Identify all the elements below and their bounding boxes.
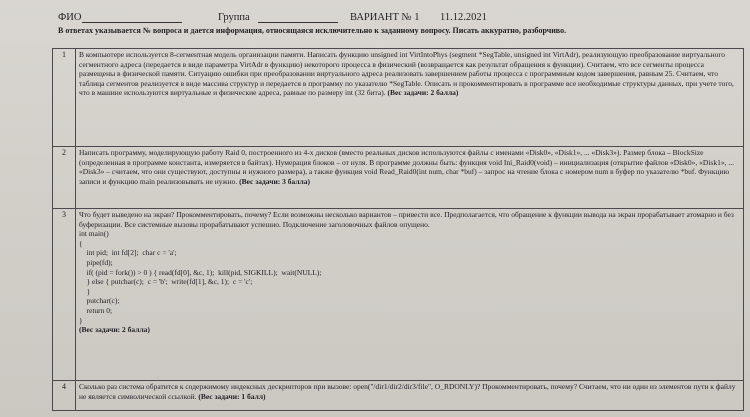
instruction-text: В ответах указывается № вопроса и дается информация, относящаяся исключительно к заданному вопросу. Писать аккуратно, разборчиво. bbox=[58, 26, 567, 35]
code-line: pipe(fd); bbox=[79, 257, 113, 267]
question-cell bbox=[76, 49, 744, 147]
question-number: 1 bbox=[53, 49, 76, 147]
code-line: } bbox=[79, 315, 83, 325]
question-number: 4 bbox=[53, 381, 76, 411]
question-text: Написать программу, моделирующую работу Raid 0, построенного из 4-х дисков (вместо реальных дисков используются файлы с именами «Disk0», «Disk1», ... «Disk3»). Размер блока – BlockSize (определенная в программе константа, измеряется в байтах). Нумерация блоков – от нуля. В программе должны быть: функция void Ini_Raid0(void) – инициализация (открытие файлов «Disk0», «Disk1», ... «Disk3» – считаем, что они существуют, доступны и нужного размера), а также функция void Read_Raid0(int num, char *buf) – запрос на чтение блока с номером num в буфер по указателю *buf. Функцию записи и функцию main реализовывать не нужно. bbox=[79, 148, 734, 186]
question-text: Сколько раз система обратится к содержимому индексных дескрипторов при вызове: open("/dir1/dir2/dir3/file", O_RDONLY)? Прокомментировать, почему? Считаем, что ни один из элементов пути к файлу не является символической ссылкой. bbox=[79, 382, 736, 401]
question-score: (Вес задачи: 2 балла) bbox=[387, 88, 459, 98]
question-score: (Вес задачи: 1 балл) bbox=[198, 391, 266, 401]
exam-date: 11.12.2021 bbox=[440, 12, 487, 23]
question-row-2 bbox=[53, 147, 744, 209]
question-number: 2 bbox=[53, 147, 76, 209]
group-label: Группа bbox=[218, 12, 250, 23]
code-line: putchar(c); bbox=[79, 296, 120, 306]
code-line: if( (pid = fork()) > 0 ) { read(fd[0], &c, 1); kill(pid, SIGKILL); wait(NULL); bbox=[79, 267, 322, 277]
questions-table bbox=[52, 48, 744, 411]
question-text: Что будет выведено на экран? Прокомментировать, почему? Если возможны несколько вариантов – привести все. Предполагается, что обращение к функции вывода на экран прорабатывает атомарно и без буферизации. Все системные вызовы прорабатывают успешно. Подключение заголовочных файлов опущено. bbox=[79, 210, 734, 229]
question-score: (Вес задачи: 3 балла) bbox=[239, 176, 311, 186]
code-line: return 0; bbox=[79, 305, 113, 315]
question-cell bbox=[76, 381, 744, 411]
code-line: } bbox=[79, 286, 91, 296]
question-cell bbox=[76, 209, 744, 381]
variant-label: ВАРИАНТ № 1 bbox=[350, 12, 420, 23]
code-line: } else { putchar(c); c = 'b'; write(fd[1], &c, 1); c = 'c'; bbox=[79, 277, 253, 287]
header-line bbox=[58, 12, 738, 26]
question-text: В компьютере используется 8-сегментная модель организации памяти. Написать функцию unsigned int VirtIntoPhys (segment *SegTable, unsigned int VirtAdr), реализующую преобразование виртуального сегментного адреса (передается в виде параметра VirtAdr в функцию) некоторого процесса в физический (возвращается как результат обращения к функции). Считаем, что все сегменты процесса размещены в физической памяти. Ситуацию ошибки при преобразовании виртуального адреса реализовать завершением работы процесса с программным кодом завершения, равным 25. Считаем, что таблица сегментов реализуется в виде массива структур и передается в программу по указателю *SegTable. Описать и прокомментировать в программе все необходимые структуры данных, при учете того, что в машине используются виртуальные и физические адреса, равные по размеру int (32 бита). bbox=[79, 50, 734, 98]
question-row-1 bbox=[53, 49, 744, 147]
code-line: int main() bbox=[79, 229, 109, 239]
code-line: int pid; int fd[2]; char c = 'a'; bbox=[79, 248, 177, 258]
question-cell bbox=[76, 147, 744, 209]
fio-label: ФИО bbox=[58, 12, 82, 23]
code-line: { bbox=[79, 238, 83, 248]
question-row-3 bbox=[53, 209, 744, 381]
code-listing bbox=[79, 229, 740, 325]
question-row-4 bbox=[53, 381, 744, 411]
question-number: 3 bbox=[53, 209, 76, 381]
question-score: (Вес задачи: 2 балла) bbox=[79, 325, 150, 335]
